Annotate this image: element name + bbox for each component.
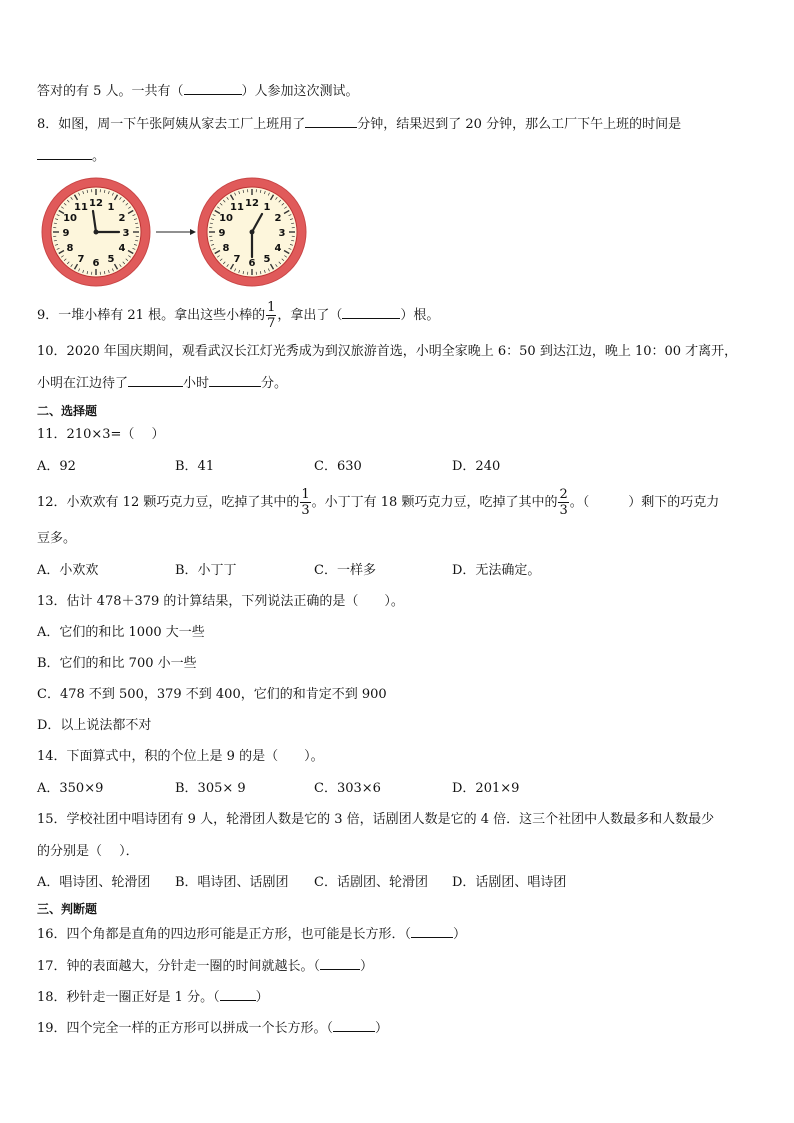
- option-a[interactable]: A．92: [37, 459, 76, 474]
- answer-blank[interactable]: [411, 925, 453, 938]
- answer-blank[interactable]: [220, 988, 256, 1001]
- clock-number: 8: [222, 243, 230, 254]
- question-12-line2: 豆多。: [37, 531, 77, 546]
- arrow-right-icon: [156, 229, 196, 235]
- clock-number: 7: [233, 253, 241, 265]
- fraction-one-third: $\frac{1}{3}$: [301, 487, 310, 518]
- clock-number: 2: [118, 213, 126, 224]
- clock-number: 9: [218, 228, 226, 239]
- question-18: 18．秒针走一圈正好是 1 分。（ ）: [37, 990, 269, 1005]
- option-d[interactable]: D．240: [452, 459, 501, 474]
- clock-number: 11: [230, 202, 244, 214]
- option-a[interactable]: A．它们的和比 1000 大一些: [37, 625, 205, 640]
- option-c[interactable]: C．630: [314, 459, 362, 474]
- option-c[interactable]: C．478 不到 500，379 不到 400，它们的和肯定不到 900: [37, 687, 387, 702]
- fraction-one-seventh: $\frac{1}{7}$: [267, 300, 276, 331]
- section-heading-choice: 二、选择题: [37, 404, 98, 418]
- question-12: 12．小欢欢有 12 颗巧克力豆，吃掉了其中的 $\frac{1}{3}$ 。小丁丁有 18 颗巧克力豆，吃掉了其中的 $\frac{2}{3}$ 。（ ）剩下的巧克力: [37, 487, 720, 518]
- clock-number: 9: [62, 228, 70, 239]
- question-13: 13．估计 478＋379 的计算结果，下列说法正确的是（ ）。: [37, 594, 404, 609]
- question-14: 14．下面算式中，积的个位上是 9 的是（ ）。: [37, 749, 324, 764]
- question-15-line2: 的分别是（ ）．: [37, 844, 139, 859]
- option-b[interactable]: B．唱诗团、话剧团: [175, 875, 289, 890]
- clock-number: 10: [219, 213, 233, 224]
- question-10-line2: 小明在江边待了 小时 分。: [37, 376, 288, 391]
- option-c[interactable]: C．303×6: [314, 781, 381, 796]
- answer-blank[interactable]: [184, 82, 242, 95]
- option-b[interactable]: B．305× 9: [175, 781, 246, 796]
- question-8-line2: 。: [37, 147, 105, 166]
- option-b[interactable]: B．小丁丁: [175, 563, 237, 578]
- question-11: 11．210×3=（ ）: [37, 427, 165, 442]
- clock-number: 5: [263, 253, 271, 265]
- answer-blank[interactable]: [342, 306, 400, 319]
- option-b[interactable]: B．41: [175, 459, 215, 474]
- question-16: 16．四个角都是直角的四边形可能是正方形，也可能是长方形．（ ）: [37, 927, 467, 942]
- option-d[interactable]: D．以上说法都不对: [37, 718, 152, 733]
- clock-number: 12: [89, 198, 103, 209]
- option-c[interactable]: C．一样多: [314, 563, 376, 578]
- option-a[interactable]: A．350×9: [37, 781, 104, 796]
- option-a[interactable]: A．唱诗团、轮滑团: [37, 875, 151, 890]
- clock-number: 5: [107, 253, 115, 265]
- question-10-line1: 10．2020 年国庆期间，观看武汉长江灯光秀成为到汉旅游首选，小明全家晚上 6：50 到达江边，晚上 10：00 才离开，: [37, 344, 738, 359]
- clock-number: 1: [263, 202, 271, 214]
- clock-number: 6: [248, 258, 256, 269]
- clock-number: 3: [122, 228, 130, 239]
- section-heading-judge: 三、判断题: [37, 902, 98, 916]
- option-d[interactable]: D．无法确定。: [452, 563, 541, 578]
- clock-number: 3: [278, 228, 286, 239]
- answer-blank[interactable]: [333, 1019, 375, 1032]
- answer-blank-minutes[interactable]: [305, 115, 357, 128]
- clock-number: 2: [274, 213, 282, 224]
- fraction-two-thirds: $\frac{2}{3}$: [559, 487, 568, 518]
- answer-blank-time[interactable]: [37, 147, 92, 160]
- clock-number: 12: [245, 198, 259, 209]
- answer-blank-minutes[interactable]: [209, 374, 261, 387]
- option-c[interactable]: C．话剧团、轮滑团: [314, 875, 428, 890]
- question-19: 19．四个完全一样的正方形可以拼成一个长方形。（ ）: [37, 1021, 389, 1036]
- answer-blank-hours[interactable]: [128, 374, 183, 387]
- clock-number: 4: [118, 243, 126, 254]
- question-9: 9．一堆小棒有 21 根。拿出这些小棒的 $\frac{1}{7}$ ，拿出了（ ）根。: [37, 300, 440, 331]
- answer-blank[interactable]: [320, 957, 360, 970]
- clock-number: 11: [74, 202, 88, 214]
- option-a[interactable]: A．小欢欢: [37, 563, 99, 578]
- clock-number: 1: [107, 202, 115, 214]
- clock-number: 6: [92, 258, 100, 269]
- clock-number: 10: [63, 213, 77, 224]
- clock-number: 7: [77, 253, 85, 265]
- clock-end-icon: [198, 178, 306, 286]
- question-8: 8．如图，周一下午张阿姨从家去工厂上班用了 分钟，结果迟到了 20 分钟，那么工厂下午上班的时间是: [37, 117, 682, 132]
- question-7-tail: 答对的有 5 人。一共有（ ）人参加这次测试。: [37, 84, 359, 99]
- clock-figure: [40, 176, 310, 292]
- clocks-svg: [40, 176, 310, 288]
- question-15-line1: 15．学校社团中唱诗团有 9 人，轮滑团人数是它的 3 倍，话剧团人数是它的 4 倍．这三个社团中人数最多和人数最少: [37, 812, 715, 827]
- question-17: 17．钟的表面越大，分针走一圈的时间就越长。（ ）: [37, 959, 374, 974]
- clock-number: 4: [274, 243, 282, 254]
- option-d[interactable]: D．201×9: [452, 781, 520, 796]
- option-d[interactable]: D．话剧团、唱诗团: [452, 875, 567, 890]
- clock-number: 8: [66, 243, 74, 254]
- option-b[interactable]: B．它们的和比 700 小一些: [37, 656, 197, 671]
- clock-start-icon: [42, 178, 150, 286]
